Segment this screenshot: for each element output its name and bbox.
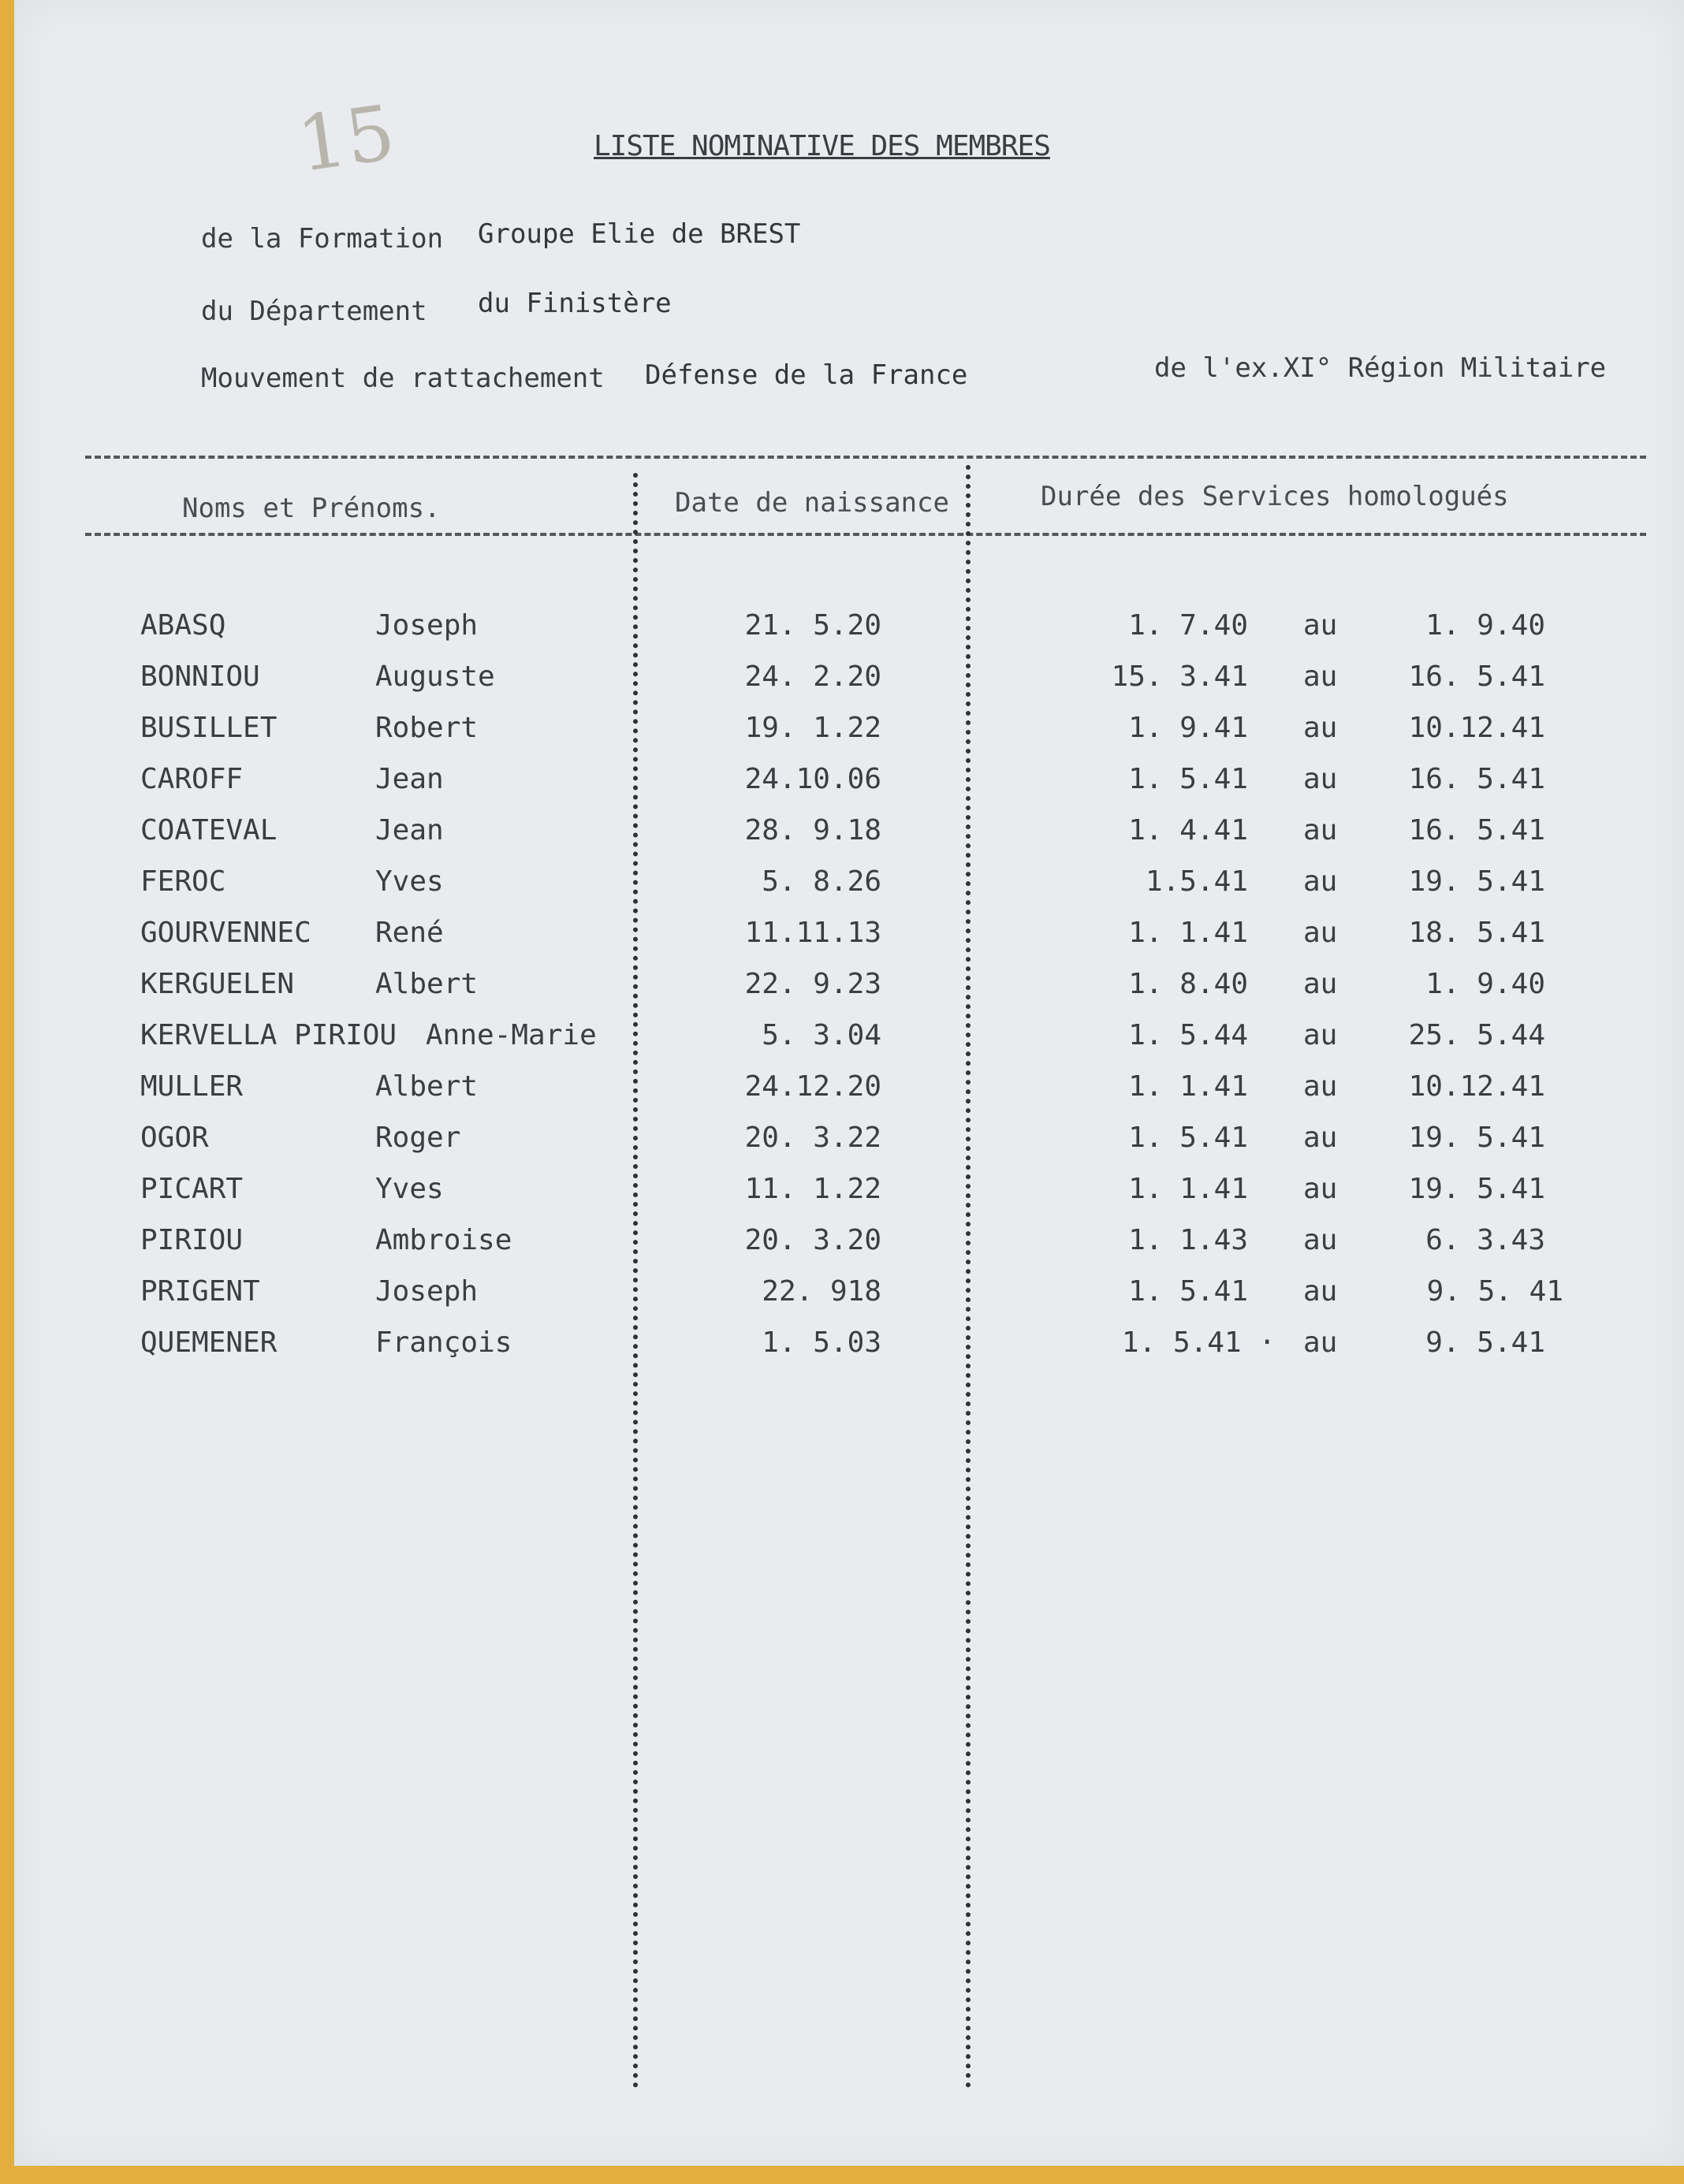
service-end-cell: 16. 5.41 [1408, 763, 1545, 795]
surname-cell: CAROFF [140, 763, 244, 795]
document-page [14, 0, 1684, 2166]
surname-cell: COATEVAL [140, 814, 278, 846]
column-header-services: Durée des Services homologués [1041, 481, 1509, 512]
birthdate-cell: 22. 9.23 [744, 968, 881, 1000]
service-start-cell: 1. 5.41 [1128, 1122, 1248, 1154]
firstname-cell: Jean [375, 814, 444, 846]
au-separator: au [1303, 1122, 1338, 1154]
surname-cell: GOURVENNEC [140, 917, 311, 949]
service-start-cell: 1.5.41 [1145, 865, 1248, 898]
birthdate-cell: 1. 5.03 [762, 1326, 881, 1359]
au-separator: au [1303, 712, 1338, 744]
table-row [14, 1326, 1684, 1377]
formation-label: de la Formation [201, 223, 444, 255]
firstname-cell: Yves [375, 1173, 444, 1205]
table-row [14, 968, 1684, 1018]
au-separator: au [1303, 865, 1338, 898]
surname-cell: BONNIOU [140, 660, 260, 693]
birthdate-cell: 28. 9.18 [744, 814, 881, 846]
service-start-cell: 1. 1.41 [1128, 917, 1248, 949]
birthdate-cell: 11. 1.22 [744, 1173, 881, 1205]
firstname-cell: René [375, 917, 444, 949]
surname-cell: PIRIOU [140, 1224, 244, 1256]
service-end-cell: 9. 5.41 [1425, 1326, 1545, 1359]
firstname-cell: Roger [375, 1122, 461, 1154]
service-end-cell: 10.12.41 [1408, 712, 1545, 744]
table-top-rule [85, 456, 1646, 459]
service-start-cell: 1. 5.41 [1128, 763, 1248, 795]
service-end-cell: 16. 5.41 [1408, 660, 1545, 693]
table-row [14, 712, 1684, 762]
surname-cell: KERGUELEN [140, 968, 295, 1000]
table-row [14, 814, 1684, 865]
service-start-cell: 1. 5.41 · [1121, 1326, 1276, 1359]
au-separator: au [1303, 1019, 1338, 1051]
service-start-cell: 15. 3.41 [1111, 660, 1248, 693]
table-row [14, 1275, 1684, 1326]
au-separator: au [1303, 660, 1338, 693]
region-text: de l'ex.XI° Région Militaire [1154, 352, 1607, 384]
table-row [14, 1122, 1684, 1172]
surname-cell: ABASQ [140, 609, 226, 642]
firstname-cell: Albert [375, 968, 479, 1000]
service-end-cell: 19. 5.41 [1408, 1122, 1545, 1154]
service-end-cell: 18. 5.41 [1408, 917, 1545, 949]
table-row [14, 865, 1684, 916]
service-start-cell: 1. 9.41 [1128, 712, 1248, 744]
service-start-cell: 1. 5.41 [1128, 1275, 1248, 1308]
table-row [14, 763, 1684, 813]
au-separator: au [1303, 1326, 1338, 1359]
birthdate-cell: 22. 918 [762, 1275, 881, 1308]
au-separator: au [1303, 1275, 1338, 1308]
table-row [14, 917, 1684, 967]
birthdate-cell: 21. 5.20 [744, 609, 881, 642]
au-separator: au [1303, 1224, 1338, 1256]
birthdate-cell: 19. 1.22 [744, 712, 881, 744]
document-title: LISTE NOMINATIVE DES MEMBRES [594, 130, 1050, 162]
service-start-cell: 1. 1.43 [1128, 1224, 1248, 1256]
table-row [14, 1173, 1684, 1223]
surname-cell: FEROC [140, 865, 226, 898]
firstname-cell: Auguste [375, 660, 495, 693]
service-end-cell: 9. 5. 41 [1426, 1275, 1563, 1308]
au-separator: au [1303, 968, 1338, 1000]
service-start-cell: 1. 5.44 [1128, 1019, 1248, 1051]
au-separator: au [1303, 917, 1338, 949]
firstname-cell: Robert [375, 712, 479, 744]
au-separator: au [1303, 609, 1338, 642]
firstname-cell: Jean [375, 763, 444, 795]
service-end-cell: 6. 3.43 [1425, 1224, 1545, 1256]
service-end-cell: 1. 9.40 [1425, 609, 1545, 642]
movement-label: Mouvement de rattachement [201, 363, 605, 394]
header-bottom-rule [85, 533, 1646, 536]
au-separator: au [1303, 814, 1338, 846]
department-value: du Finistère [478, 288, 672, 319]
au-separator: au [1303, 1070, 1338, 1103]
service-end-cell: 19. 5.41 [1408, 865, 1545, 898]
service-end-cell: 19. 5.41 [1408, 1173, 1545, 1205]
firstname-cell: Ambroise [375, 1224, 512, 1256]
formation-value: Groupe Elie de BREST [478, 218, 801, 250]
table-row [14, 609, 1684, 660]
service-start-cell: 1. 8.40 [1128, 968, 1248, 1000]
service-start-cell: 1. 1.41 [1128, 1070, 1248, 1103]
table-row [14, 660, 1684, 711]
firstname-cell: Joseph [375, 609, 479, 642]
service-end-cell: 25. 5.44 [1408, 1019, 1545, 1051]
birthdate-cell: 5. 3.04 [762, 1019, 881, 1051]
firstname-cell: Yves [375, 865, 444, 898]
firstname-cell: Albert [375, 1070, 479, 1103]
au-separator: au [1303, 763, 1338, 795]
service-start-cell: 1. 1.41 [1128, 1173, 1248, 1205]
au-separator: au [1303, 1173, 1338, 1205]
department-label: du Département [201, 296, 427, 327]
pencil-page-number: 15 [292, 88, 401, 189]
service-end-cell: 16. 5.41 [1408, 814, 1545, 846]
column-header-birth: Date de naissance [675, 487, 949, 519]
surname-cell: OGOR [140, 1122, 209, 1154]
firstname-cell: Joseph [375, 1275, 479, 1308]
service-end-cell: 10.12.41 [1408, 1070, 1545, 1103]
birthdate-cell: 11.11.13 [744, 917, 881, 949]
firstname-cell: Anne-Marie [426, 1019, 597, 1051]
surname-cell: QUEMENER [140, 1326, 278, 1359]
service-start-cell: 1. 7.40 [1128, 609, 1248, 642]
table-row [14, 1224, 1684, 1274]
surname-cell: PRIGENT [140, 1275, 260, 1308]
table-row [14, 1019, 1684, 1070]
birthdate-cell: 20. 3.22 [744, 1122, 881, 1154]
birthdate-cell: 24.12.20 [744, 1070, 881, 1103]
surname-cell: BUSILLET [140, 712, 278, 744]
surname-cell: KERVELLA PIRIOU [140, 1019, 397, 1051]
birthdate-cell: 24.10.06 [744, 763, 881, 795]
firstname-cell: François [375, 1326, 512, 1359]
surname-cell: MULLER [140, 1070, 244, 1103]
birthdate-cell: 20. 3.20 [744, 1224, 881, 1256]
surname-cell: PICART [140, 1173, 244, 1205]
birthdate-cell: 5. 8.26 [762, 865, 881, 898]
column-header-names: Noms et Prénoms. [182, 493, 441, 524]
movement-value: Défense de la France [645, 359, 968, 391]
service-end-cell: 1. 9.40 [1425, 968, 1545, 1000]
service-start-cell: 1. 4.41 [1128, 814, 1248, 846]
birthdate-cell: 24. 2.20 [744, 660, 881, 693]
table-row [14, 1070, 1684, 1121]
